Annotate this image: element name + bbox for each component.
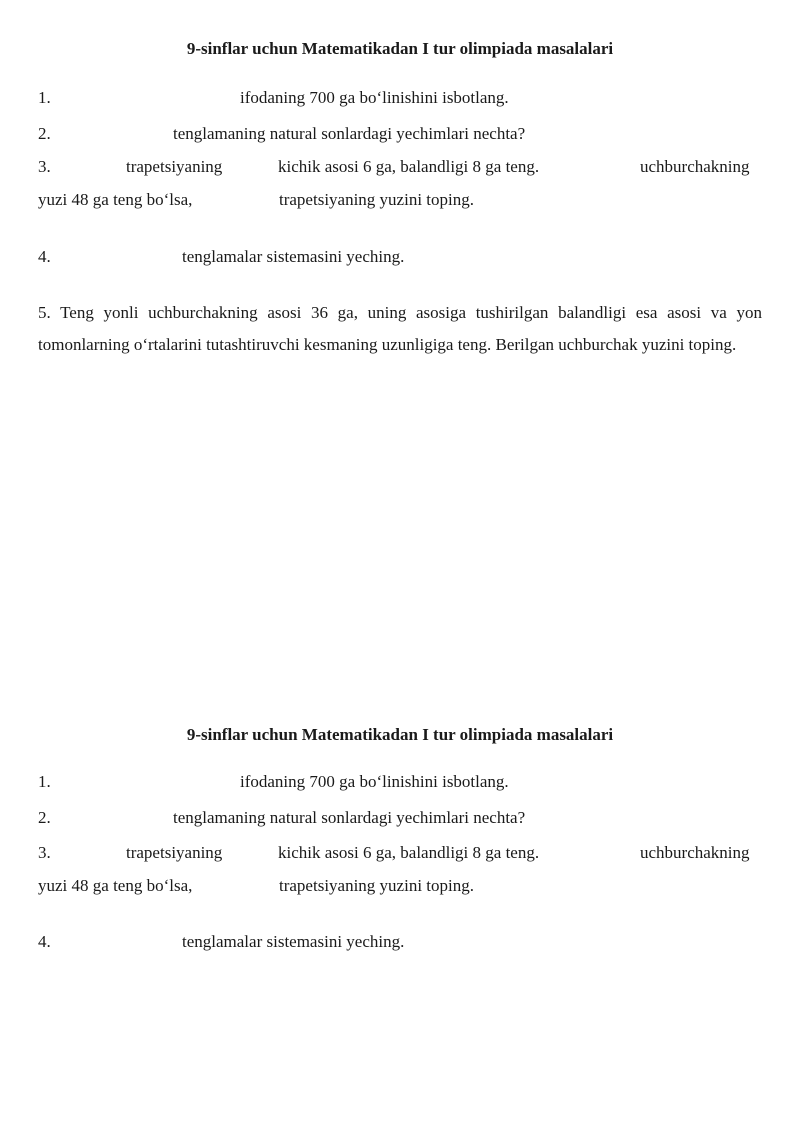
problem-2-text: tenglamaning natural sonlardagi yechimlari nechta? xyxy=(173,124,526,143)
problem-3-text-e: trapetsiyaning yuzini toping. xyxy=(279,876,474,895)
problem-3-text-d: yuzi 48 ga teng bo‘lsa, xyxy=(38,876,193,895)
problem-2-number: 2. xyxy=(38,808,51,827)
problem-3-text-b: kichik asosi 6 ga, balandligi 8 ga teng. xyxy=(278,157,540,176)
problem-2-text: tenglamaning natural sonlardagi yechimlari nechta? xyxy=(173,808,526,827)
problem-3-text-c: uchburchakning xyxy=(640,157,750,176)
problem-1-number: 1. xyxy=(38,772,51,791)
problem-4-number: 4. xyxy=(38,932,51,951)
page-title: 9-sinflar uchun Matematikadan I tur olimpiada masalalari xyxy=(186,39,614,58)
problem-3-text-e: trapetsiyaning yuzini toping. xyxy=(279,190,474,209)
problem-3-text-a: trapetsiyaning xyxy=(126,843,223,862)
problem-2-number: 2. xyxy=(38,124,51,143)
problem-3-text-c: uchburchakning xyxy=(640,843,750,862)
problem-3-number: 3. xyxy=(38,843,51,862)
problem-3-number: 3. xyxy=(38,157,51,176)
problem-set-2 xyxy=(0,686,800,986)
problem-set-1 xyxy=(0,0,800,560)
problem-1-text: ifodaning 700 ga bo‘linishini isbotlang. xyxy=(240,88,509,107)
problem-1-number: 1. xyxy=(38,88,51,107)
page-title: 9-sinflar uchun Matematikadan I tur olimpiada masalalari xyxy=(186,725,614,744)
problem-3-text-d: yuzi 48 ga teng bo‘lsa, xyxy=(38,190,193,209)
problem-3-text-b: kichik asosi 6 ga, balandligi 8 ga teng. xyxy=(278,843,540,862)
problem-4-number: 4. xyxy=(38,247,51,266)
problem-5-text: 5. Teng yonli uchburchakning asosi 36 ga, uning asosiga tushirilgan balandligi esa asosi va yon tomonlarning o‘rtalarini tutashtiruvchi kesmaning uzunligiga teng. Berilgan uchburchak yuzini toping. xyxy=(38,303,762,354)
problem-4-text: tenglamalar sistemasini yeching. xyxy=(182,247,405,266)
problem-3-text-a: trapetsiyaning xyxy=(126,157,223,176)
problem-1-text: ifodaning 700 ga bo‘linishini isbotlang. xyxy=(240,772,509,791)
problem-4-text: tenglamalar sistemasini yeching. xyxy=(182,932,405,951)
